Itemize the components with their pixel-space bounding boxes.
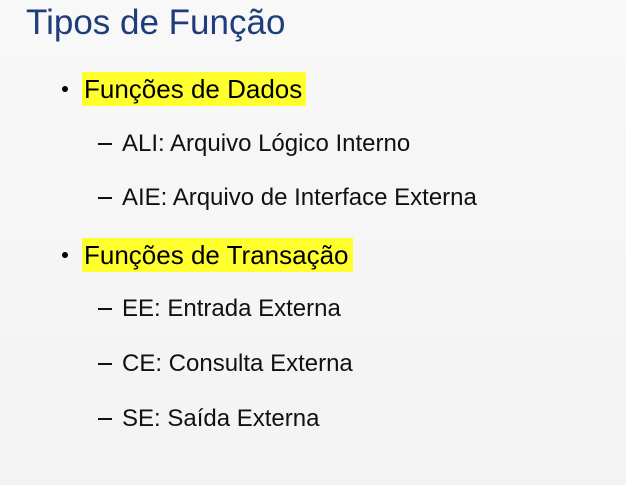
sub-item-ce bbox=[98, 346, 353, 382]
bullet-label: Funções de Transação bbox=[82, 238, 353, 272]
dash-icon bbox=[98, 363, 112, 365]
sub-item-label: AIE: Arquivo de Interface Externa bbox=[122, 184, 477, 211]
bullet-item-funcoes-de-transacao bbox=[62, 237, 353, 273]
sub-item-ali bbox=[98, 126, 410, 162]
dash-icon bbox=[98, 197, 112, 199]
bullet-dot-icon bbox=[62, 252, 68, 258]
sub-item-ee bbox=[98, 291, 341, 327]
page-title: Tipos de Função bbox=[26, 3, 286, 42]
bullet-dot-icon bbox=[62, 86, 68, 92]
dash-icon bbox=[98, 418, 112, 420]
sub-item-label: CE: Consulta Externa bbox=[122, 350, 353, 377]
sub-item-label: EE: Entrada Externa bbox=[122, 295, 341, 322]
sub-item-aie bbox=[98, 180, 477, 216]
sub-item-se bbox=[98, 401, 319, 437]
bullet-label: Funções de Dados bbox=[82, 72, 306, 106]
dash-icon bbox=[98, 143, 112, 145]
sub-item-label: SE: Saída Externa bbox=[122, 405, 320, 432]
sub-item-label: ALI: Arquivo Lógico Interno bbox=[122, 130, 411, 157]
dash-icon bbox=[98, 308, 112, 310]
bullet-item-funcoes-de-dados bbox=[62, 71, 306, 107]
